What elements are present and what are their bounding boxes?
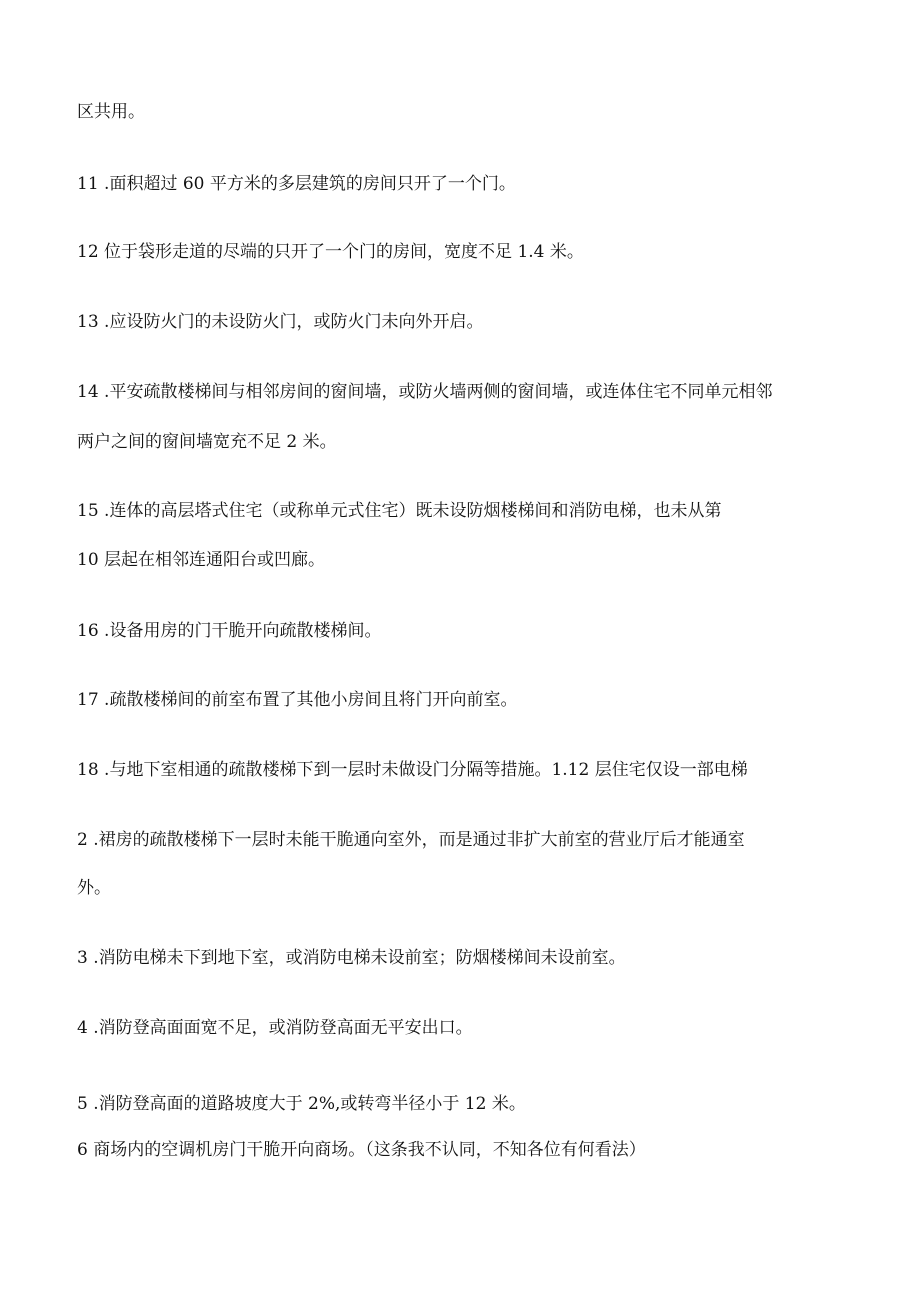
text-line-item-4: 4 .消防登高面面宽不足，或消防登高面无平安出口。 xyxy=(77,1018,473,1038)
text-line-item-2: 2 .裙房的疏散楼梯下一层时未能干脆通向室外，而是通过非扩大前室的营业厅后才能通室 xyxy=(77,830,745,850)
text-line-item-12: 12 位于袋形走道的尽端的只开了一个门的房间，宽度不足 1.4 米。 xyxy=(77,242,584,262)
text-line-item-17: 17 .疏散楼梯间的前室布置了其他小房间且将门开向前室。 xyxy=(77,690,518,710)
text-line-item-6: 6 商场内的空调机房门干脆开向商场。（这条我不认同，不知各位有何看法） xyxy=(77,1140,646,1160)
text-line-item-18: 18 .与地下室相通的疏散楼梯下到一层时未做设门分隔等措施。1.12 层住宅仅设一部电梯 xyxy=(77,760,748,780)
text-line-item-11: 11 .面积超过 60 平方米的多层建筑的房间只开了一个门。 xyxy=(77,174,516,194)
text-line-item-15: 15 .连体的高层塔式住宅（或称单元式住宅）既未设防烟楼梯间和消防电梯，也未从第 xyxy=(77,501,722,521)
text-line-item-16: 16 .设备用房的门干脆开向疏散楼梯间。 xyxy=(77,621,382,641)
text-line-item-14: 14 .平安疏散楼梯间与相邻房间的窗间墙，或防火墙两侧的窗间墙，或连体住宅不同单元相邻 xyxy=(77,382,773,402)
text-line-item-3: 3 .消防电梯未下到地下室，或消防电梯未设前室；防烟楼梯间未设前室。 xyxy=(77,948,626,968)
text-line-continuation: 区共用。 xyxy=(77,102,145,122)
text-line-item-5: 5 .消防登高面的道路坡度大于 2%,或转弯半径小于 12 米。 xyxy=(77,1094,526,1114)
text-line-item-2-cont: 外。 xyxy=(77,878,111,898)
text-line-item-14-cont: 两户之间的窗间墙宽充不足 2 米。 xyxy=(77,432,337,452)
text-line-item-13: 13 .应设防火门的未设防火门，或防火门未向外开启。 xyxy=(77,312,484,332)
text-line-item-15-cont: 10 层起在相邻连通阳台或凹廊。 xyxy=(77,550,326,570)
